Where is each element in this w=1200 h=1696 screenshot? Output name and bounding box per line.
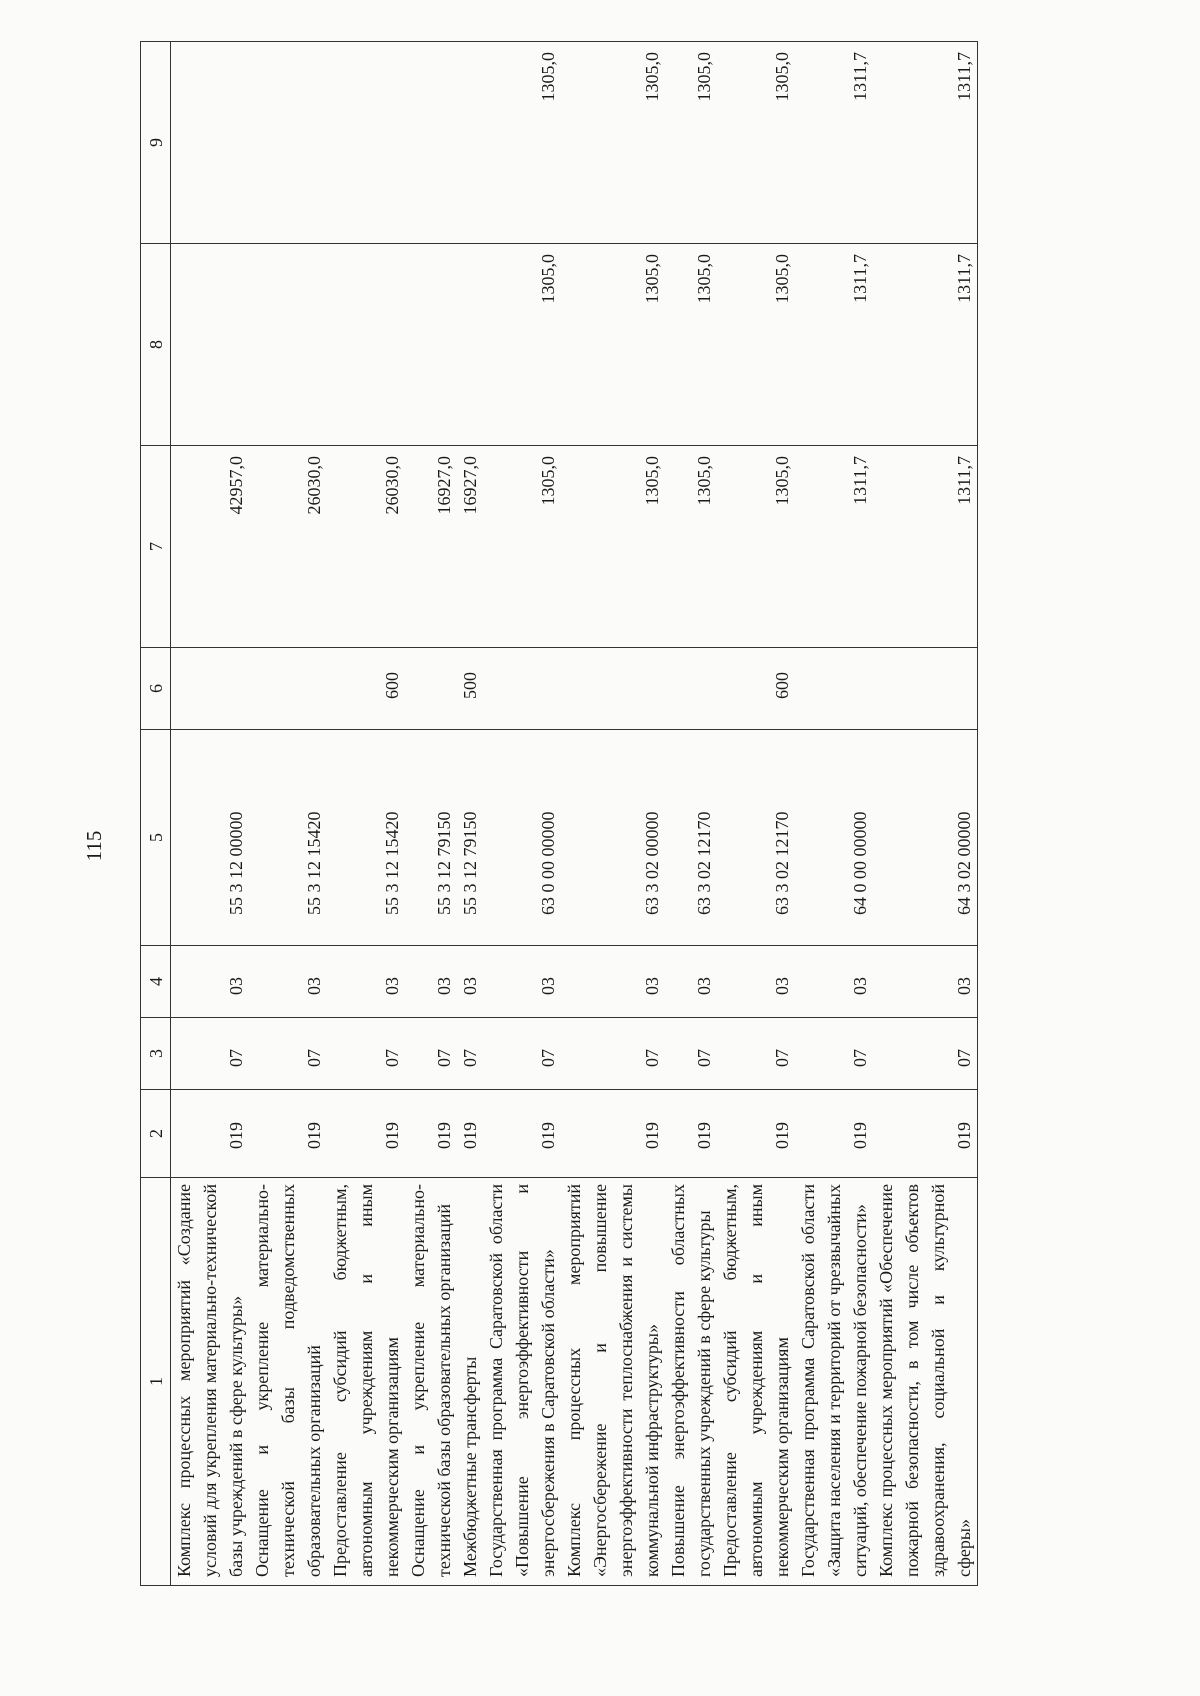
cell-col3: 07 — [665, 1018, 717, 1090]
cell-col7: 16927,0 — [405, 446, 457, 648]
table-row — [873, 42, 978, 1586]
table-row — [795, 42, 873, 1586]
cell-col7: 1305,0 — [561, 446, 665, 648]
column-header: 3 — [141, 1018, 171, 1090]
cell-col2: 019 — [665, 1090, 717, 1178]
cell-col8 — [405, 244, 457, 446]
table-row — [171, 42, 250, 1586]
table-row — [483, 42, 561, 1586]
cell-col2: 019 — [483, 1090, 561, 1178]
cell-col6 — [405, 648, 457, 730]
row-name: Комплекс процессных мероприятий «Энергосбережение и повышение энергоэффективности теплоснабжения и системы коммунальной инфраструктуры» — [561, 1178, 665, 1586]
cell-col4: 03 — [717, 946, 795, 1018]
cell-col4: 03 — [561, 946, 665, 1018]
column-header: 8 — [141, 244, 171, 446]
cell-col3: 07 — [457, 1018, 483, 1090]
cell-col4: 03 — [873, 946, 978, 1018]
cell-col6: 500 — [457, 648, 483, 730]
cell-col7: 1311,7 — [873, 446, 978, 648]
table-row — [561, 42, 665, 1586]
cell-col6: 600 — [717, 648, 795, 730]
cell-col5: 63 3 02 12170 — [717, 730, 795, 946]
cell-col8: 1305,0 — [665, 244, 717, 446]
cell-col6 — [873, 648, 978, 730]
cell-col6 — [171, 648, 250, 730]
cell-col9: 1305,0 — [665, 42, 717, 244]
cell-col4: 03 — [171, 946, 250, 1018]
cell-col6 — [561, 648, 665, 730]
row-name: Комплекс процессных мероприятий «Обеспечение пожарной безопасности, в том числе объектов здравоохранения, социальной и культурной сферы» — [873, 1178, 978, 1586]
cell-col8: 1311,7 — [873, 244, 978, 446]
cell-col5: 55 3 12 00000 — [171, 730, 250, 946]
cell-col5: 63 3 02 00000 — [561, 730, 665, 946]
cell-col3: 07 — [171, 1018, 250, 1090]
cell-col9 — [457, 42, 483, 244]
cell-col5: 55 3 12 79150 — [457, 730, 483, 946]
table-row — [457, 42, 483, 1586]
row-name: Оснащение и укрепление материально-технической базы подведомственных образовательных организаций — [249, 1178, 327, 1586]
cell-col2: 019 — [717, 1090, 795, 1178]
cell-col8 — [327, 244, 405, 446]
cell-col9 — [327, 42, 405, 244]
cell-col8: 1305,0 — [561, 244, 665, 446]
column-header: 2 — [141, 1090, 171, 1178]
header-row — [141, 42, 171, 1586]
table-row — [405, 42, 457, 1586]
cell-col8: 1305,0 — [717, 244, 795, 446]
cell-col3: 07 — [483, 1018, 561, 1090]
column-header: 9 — [141, 42, 171, 244]
cell-col2: 019 — [327, 1090, 405, 1178]
cell-col8 — [171, 244, 250, 446]
column-header: 6 — [141, 648, 171, 730]
cell-col3: 07 — [561, 1018, 665, 1090]
table-row — [249, 42, 327, 1586]
cell-col8: 1305,0 — [483, 244, 561, 446]
cell-col7: 42957,0 — [171, 446, 250, 648]
cell-col4: 03 — [327, 946, 405, 1018]
cell-col9: 1311,7 — [873, 42, 978, 244]
cell-col4: 03 — [249, 946, 327, 1018]
cell-col7: 1311,7 — [795, 446, 873, 648]
cell-col9 — [171, 42, 250, 244]
page-number: 115 — [82, 830, 106, 862]
cell-col9: 1311,7 — [795, 42, 873, 244]
row-name: Предоставление субсидий бюджетным, автономным учреждениям и иным некоммерческим организациям — [327, 1178, 405, 1586]
row-name: Повышение энергоэффективности областных государственных учреждений в сфере культуры — [665, 1178, 717, 1586]
budget-table — [140, 41, 978, 1586]
cell-col3: 07 — [249, 1018, 327, 1090]
cell-col3: 07 — [795, 1018, 873, 1090]
cell-col5: 64 3 02 00000 — [873, 730, 978, 946]
cell-col3: 07 — [873, 1018, 978, 1090]
row-name: Предоставление субсидий бюджетным, автономным учреждениям и иным некоммерческим организациям — [717, 1178, 795, 1586]
cell-col2: 019 — [171, 1090, 250, 1178]
cell-col9 — [249, 42, 327, 244]
column-header: 7 — [141, 446, 171, 648]
cell-col5: 64 0 00 00000 — [795, 730, 873, 946]
cell-col2: 019 — [561, 1090, 665, 1178]
cell-col2: 019 — [795, 1090, 873, 1178]
cell-col6 — [795, 648, 873, 730]
cell-col5: 55 3 12 15420 — [249, 730, 327, 946]
cell-col4: 03 — [405, 946, 457, 1018]
row-name: Оснащение и укрепление материально-технической базы образовательных организаций — [405, 1178, 457, 1586]
cell-col6: 600 — [327, 648, 405, 730]
cell-col5: 63 3 02 12170 — [665, 730, 717, 946]
cell-col6 — [665, 648, 717, 730]
table-row — [665, 42, 717, 1586]
cell-col5: 63 0 00 00000 — [483, 730, 561, 946]
cell-col3: 07 — [717, 1018, 795, 1090]
cell-col8 — [249, 244, 327, 446]
cell-col7: 1305,0 — [717, 446, 795, 648]
cell-col7: 26030,0 — [249, 446, 327, 648]
table-row — [327, 42, 405, 1586]
row-name: Комплекс процессных мероприятий «Создание условий для укрепления материально-технической базы учреждений в сфере культуры» — [171, 1178, 250, 1586]
table-row — [717, 42, 795, 1586]
cell-col5: 55 3 12 79150 — [405, 730, 457, 946]
cell-col2: 019 — [457, 1090, 483, 1178]
cell-col9: 1305,0 — [717, 42, 795, 244]
row-name: Государственная программа Саратовской области «Повышение энергоэффективности и энергосбережения в Саратовской области» — [483, 1178, 561, 1586]
cell-col9: 1305,0 — [483, 42, 561, 244]
column-header: 5 — [141, 730, 171, 946]
cell-col6 — [249, 648, 327, 730]
cell-col3: 07 — [405, 1018, 457, 1090]
row-name: Государственная программа Саратовской области «Защита населения и территорий от чрезвычайных ситуаций, обеспечение пожарной безопасности» — [795, 1178, 873, 1586]
cell-col2: 019 — [249, 1090, 327, 1178]
cell-col5: 55 3 12 15420 — [327, 730, 405, 946]
cell-col7: 1305,0 — [665, 446, 717, 648]
cell-col4: 03 — [795, 946, 873, 1018]
cell-col9: 1305,0 — [561, 42, 665, 244]
cell-col7: 1305,0 — [483, 446, 561, 648]
column-header: 4 — [141, 946, 171, 1018]
cell-col3: 07 — [327, 1018, 405, 1090]
column-header: 1 — [141, 1178, 171, 1586]
cell-col6 — [483, 648, 561, 730]
cell-col7: 26030,0 — [327, 446, 405, 648]
cell-col4: 03 — [483, 946, 561, 1018]
cell-col8 — [457, 244, 483, 446]
cell-col4: 03 — [457, 946, 483, 1018]
cell-col7: 16927,0 — [457, 446, 483, 648]
cell-col2: 019 — [405, 1090, 457, 1178]
cell-col8: 1311,7 — [795, 244, 873, 446]
cell-col4: 03 — [665, 946, 717, 1018]
cell-col2: 019 — [873, 1090, 978, 1178]
cell-col9 — [405, 42, 457, 244]
row-name: Межбюджетные трансферты — [457, 1178, 483, 1586]
